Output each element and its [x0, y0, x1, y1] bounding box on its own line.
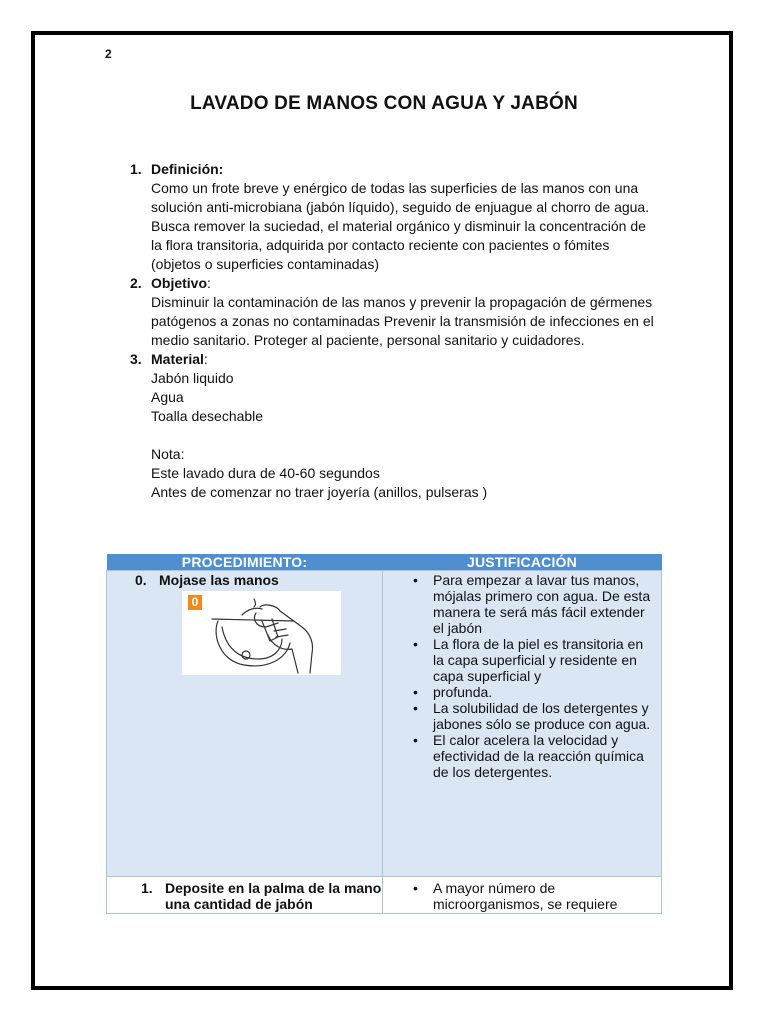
section-number: 1. — [130, 161, 142, 177]
header-procedimiento: PROCEDIMIENTO: — [107, 554, 383, 571]
justification-cell — [383, 877, 662, 914]
section-heading: Objetivo — [151, 275, 208, 291]
step-badge: 0 — [188, 595, 202, 610]
step-number: 0. — [135, 572, 147, 588]
note-line: Antes de comenzar no traer joyería (anillos, pulseras ) — [151, 484, 488, 500]
note-label: Nota: — [151, 446, 185, 462]
heading-colon: : — [207, 275, 211, 291]
list-item: • Para empezar a lavar tus manos, mójalas primero con agua. De esta manera te será más fácil extender el jabón — [413, 572, 653, 636]
sections — [130, 160, 660, 502]
material-list — [151, 369, 660, 426]
table-row — [107, 571, 662, 877]
note-line: Este lavado dura de 40-60 segundos — [151, 465, 380, 481]
heading-colon: : — [203, 351, 208, 367]
list-item: • A mayor número de microorganismos, se requiere — [413, 880, 653, 912]
step-number: 1. — [141, 880, 153, 896]
section-objetivo — [130, 274, 660, 350]
wet-hands-sink-icon — [182, 591, 341, 675]
section-heading: Definición: — [151, 161, 224, 177]
section-text: Como un frote breve y enérgico de todas las superficies de las manos con una solución anti-microbiana (jabón líquido), seguido de enjuague al chorro de agua. Busca remover la suciedad, el material orgánico y disminuir la concentración de la flora transitoria, adquirida por contacto reciente con pacientes o fómites (objetos o superficies contaminadas) — [151, 180, 650, 272]
justification-list — [383, 877, 661, 912]
step-title: Deposite en la palma de la mano una cantidad de jabón — [165, 880, 382, 912]
section-text: Disminuir la contaminación de las manos y prevenir la propagación de gérmenes patógenos a zonas no contaminadas Prevenir la transmisión de infecciones en el medio sanitario. Proteger al paciente, personal sanitario y cuidadores. — [151, 294, 654, 348]
procedure-cell — [107, 877, 383, 914]
document-title: LAVADO DE MANOS CON AGUA Y JABÓN — [190, 93, 578, 114]
section-number: 2. — [130, 275, 142, 291]
page-number: 2 — [105, 47, 112, 61]
hand-washing-illustration — [182, 591, 341, 675]
material-item: Toalla desechable — [151, 408, 264, 424]
table-row — [107, 877, 662, 914]
note — [151, 445, 660, 502]
section-heading: Material — [151, 351, 204, 367]
section-definicion — [130, 160, 660, 274]
procedure-table — [106, 554, 662, 914]
material-item: Jabón liquido — [151, 370, 234, 386]
justification-cell — [383, 571, 662, 877]
section-material — [130, 350, 660, 502]
list-item: • profunda. — [413, 684, 653, 700]
procedure-cell — [107, 571, 383, 877]
section-number: 3. — [130, 351, 142, 367]
list-item: • La flora de la piel es transitoria en la capa superficial y residente en capa superficial y — [413, 636, 653, 684]
header-justificacion: JUSTIFICACIÓN — [383, 554, 662, 571]
step-title: Mojase las manos — [159, 572, 279, 588]
material-item: Agua — [151, 389, 184, 405]
justification-list — [383, 571, 661, 780]
list-item: • La solubilidad de los detergentes y jabones sólo se produce con agua. — [413, 700, 653, 732]
list-item: • El calor acelera la velocidad y efectividad de la reacción química de los detergentes. — [413, 732, 653, 780]
table-header-row — [107, 554, 662, 571]
